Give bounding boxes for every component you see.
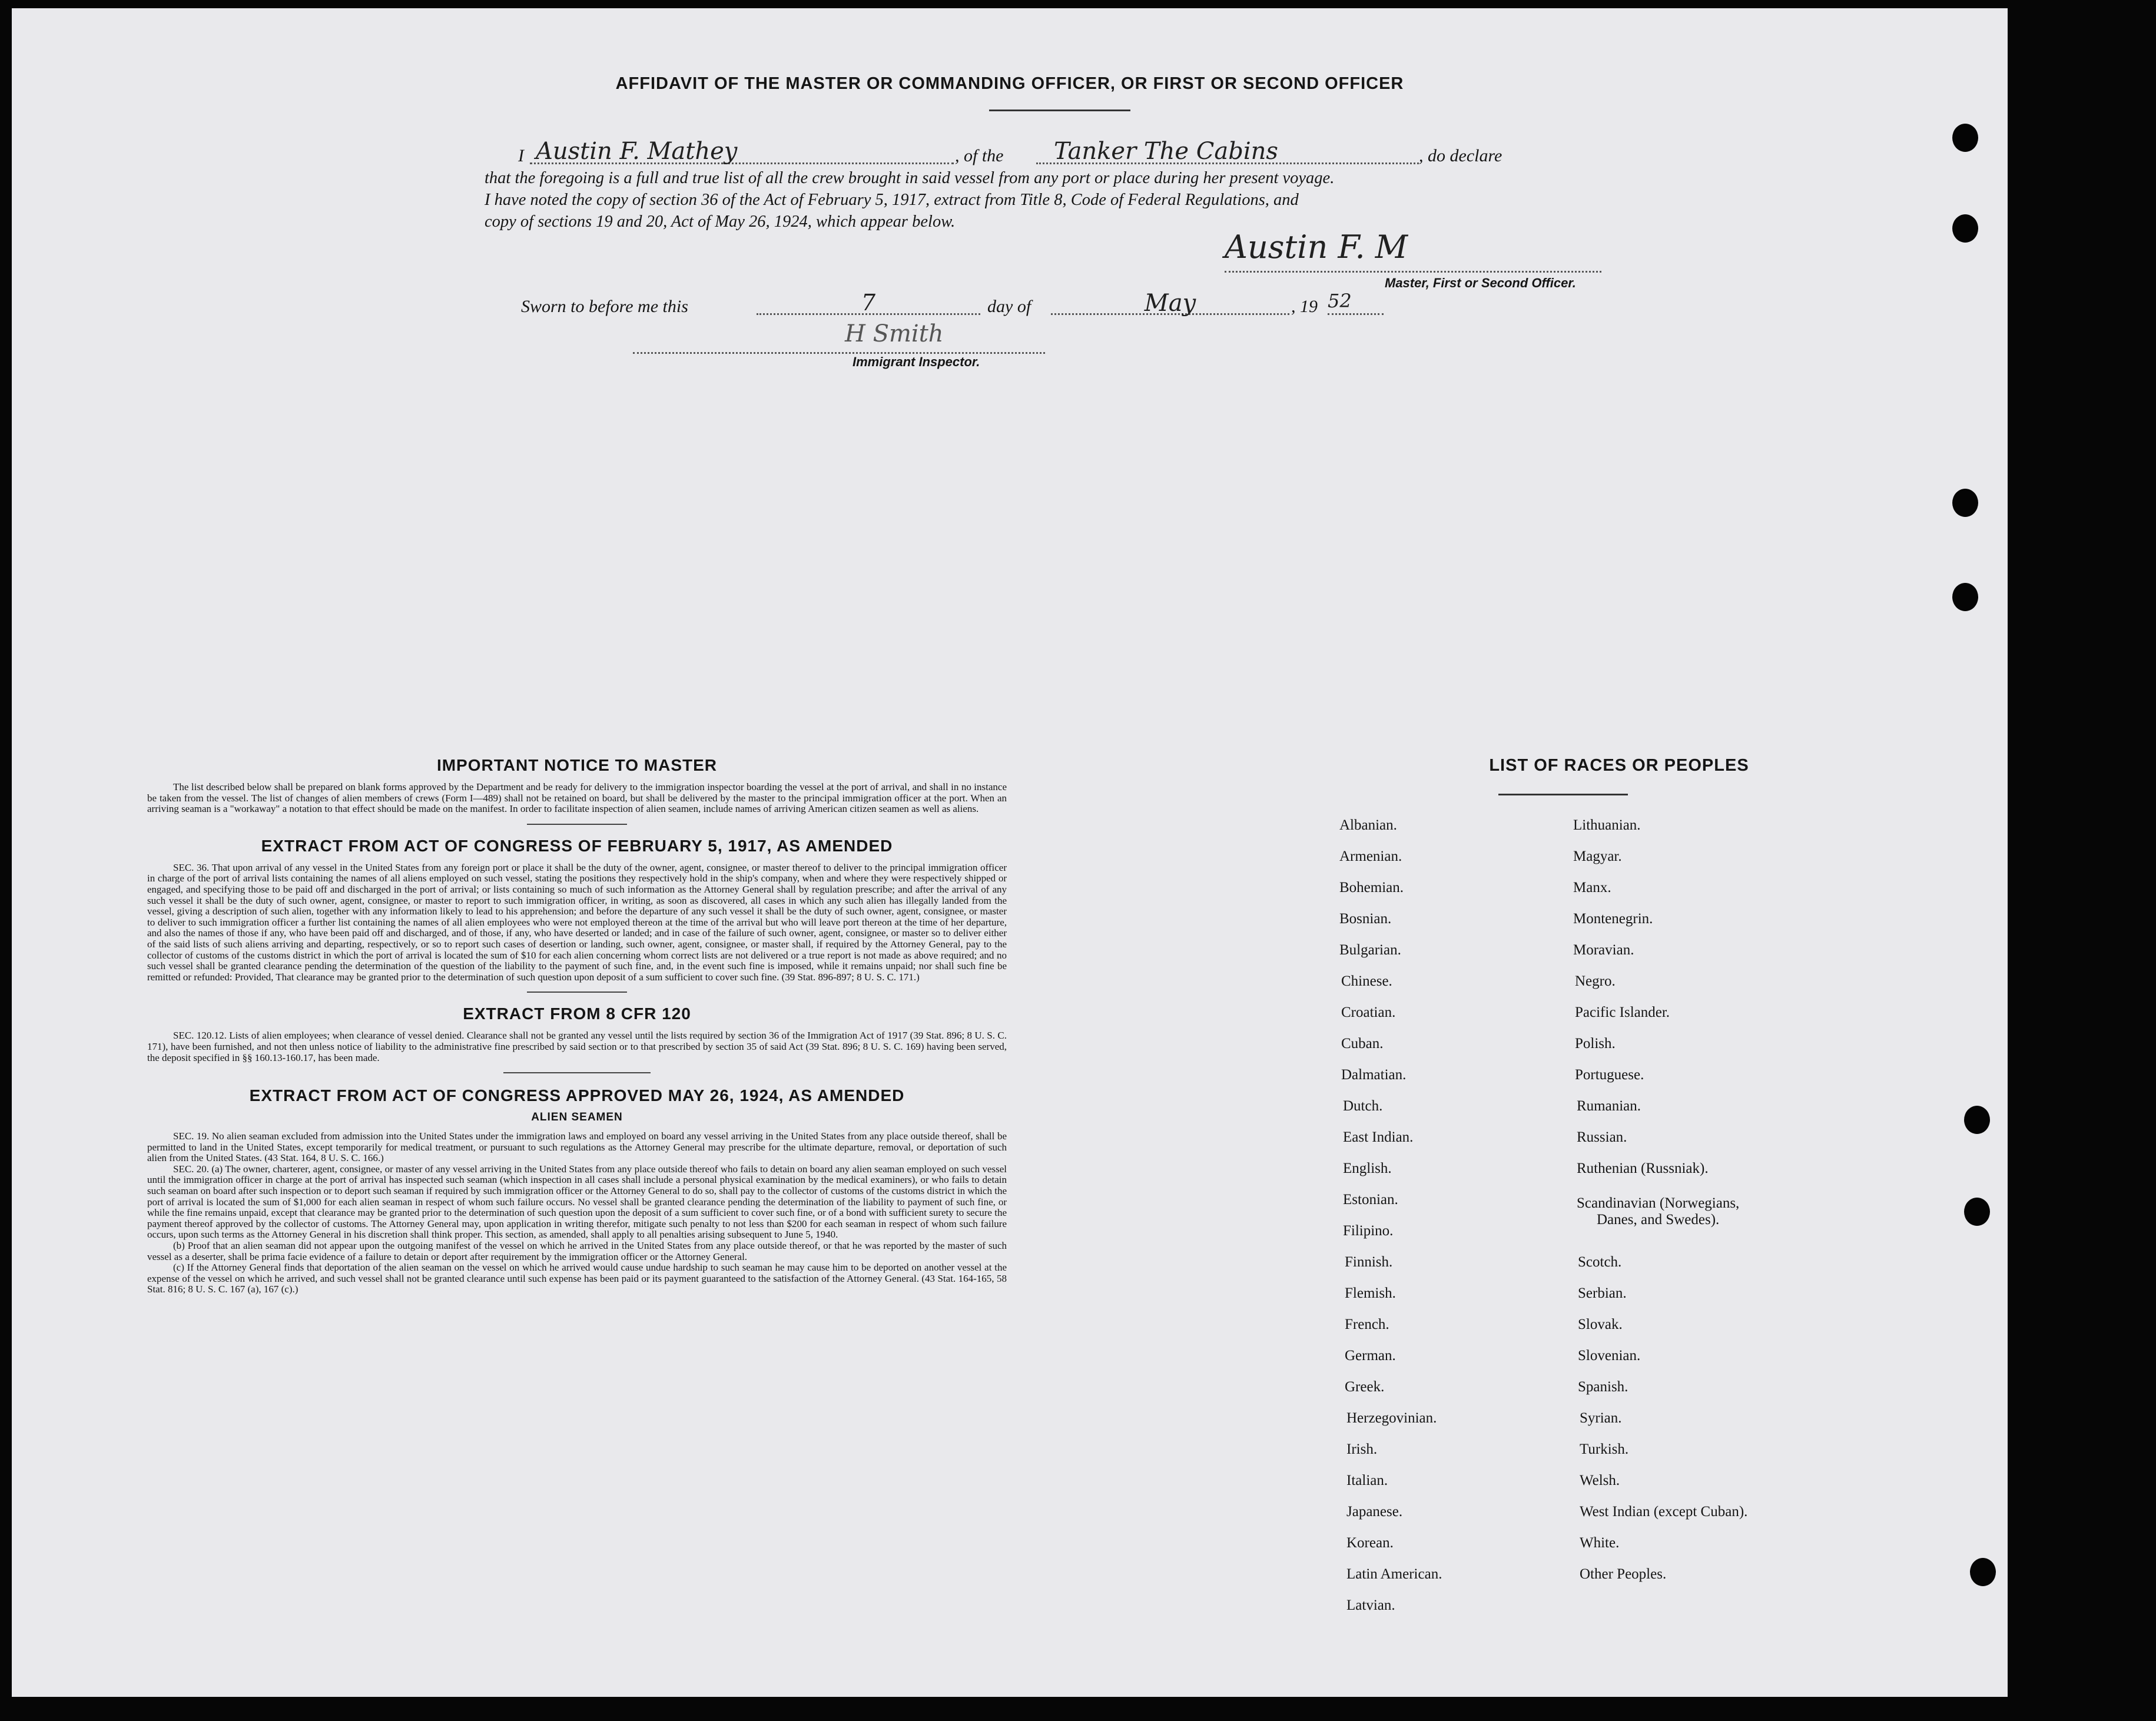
race-item: Serbian. — [1578, 1285, 1627, 1301]
divider — [1498, 794, 1628, 795]
affidavit-declaration-line — [518, 138, 1607, 167]
race-item: Dalmatian. — [1341, 1067, 1407, 1083]
extract-1924-title: EXTRACT FROM ACT OF CONGRESS APPROVED MAY 26, 1924, AS AMENDED — [249, 1086, 905, 1105]
race-item: Montenegrin. — [1573, 911, 1653, 927]
sworn-line — [521, 290, 1404, 325]
race-item: Bohemian. — [1339, 880, 1404, 896]
race-item: Polish. — [1575, 1036, 1616, 1052]
sworn-year-handwritten: 52 — [1328, 290, 1352, 312]
sworn-month-field — [1051, 290, 1289, 315]
of-the-text: , of the — [955, 146, 1004, 165]
divider — [989, 110, 1130, 111]
affidavit-title: AFFIDAVIT OF THE MASTER OR COMMANDING OFFICER, OR FIRST OR SECOND OFFICER — [615, 74, 1404, 93]
race-item: Magyar. — [1573, 848, 1622, 864]
body-line: copy of sections 19 and 20, Act of May 26, 1924, which appear below. — [485, 213, 956, 231]
race-item: English. — [1343, 1160, 1392, 1176]
sworn-day-field — [757, 290, 980, 315]
race-item: Armenian. — [1339, 848, 1402, 864]
inspector-caption: Immigrant Inspector. — [853, 354, 980, 369]
punch-hole — [1952, 583, 1978, 611]
punch-hole — [1952, 124, 1978, 152]
race-item: Cuban. — [1341, 1036, 1384, 1052]
legal-notices-column — [147, 756, 1007, 1295]
vessel-name-handwritten: Tanker The Cabins — [1054, 138, 1278, 165]
race-item: Spanish. — [1578, 1379, 1628, 1395]
punch-hole — [1970, 1558, 1996, 1586]
race-item: Latin American. — [1346, 1566, 1442, 1582]
body-line: I have noted the copy of section 36 of the Act of February 5, 1917, extract from Title 8, Code of Federal Regulations, and — [485, 191, 1299, 209]
extract-1917-paragraph: SEC. 36. That upon arrival of any vessel in the United States from any foreign port or place it shall be the duty of the owner, agent, consignee, or master thereof to deliver to the principal immigration officer in charge of the port of arrival lists containing the names of all aliens employed on such vessel, stating the positions they respectively hold in the ship's company, when and where they were respectively shipped or engaged, and specifying those to be paid off and discharged in the port of arrival; or lists containing so much of such information as the Attorney General shall by regulation prescribe; and after the arrival of any such vessel it shall be the duty of such owner, agent, consignee, or master to report to such immigration officer, in writing, as soon as discovered, all cases in which any such alien has illegally landed from the vessel, giving a description of such alien, together with any information likely to lead to his apprehension; and before the departure of any such vessel it shall be the duty of such owner, agent, consignee, or master to deliver to such immigration officer a further list containing the names of all alien employees who were not employed thereon at the time of the arrival but who will leave port thereon at the time of her departure, and also the names of those if any, who have been paid off and discharged, and of those, if any, who have deserted or landed; and in case of the failure of such owner, agent, consignee, or master so to deliver either of the said lists of such aliens arriving and departing, respectively, or so to report such cases of desertion or landing, such owner, agent, consignee, or master shall, if required by the Attorney General, pay to the collector of customs of the customs district in which the port of arrival is located the sum of $10 for each alien concerning whom correct lists are not delivered or a true report is not made as above required; and no such vessel shall be granted clearance pending the determination of the question of the liability to the payment of such fine, and, in the event such fine is imposed, while it remains unpaid; nor shall such fine be remitted or refunded: Provided, That clearance may be granted prior to the determination of such question upon deposit of a sum sufficient to cover such fine. (39 Stat. 896-897; 8 U. S. C. 171.) — [147, 861, 1007, 983]
extract-1924-paragraph: (c) If the Attorney General finds that deportation of the alien seaman on the vessel on which he arrived would cause undue hardship to such seaman he may cause him to be deported on another vessel at the expense of the vessel on which he arrived, and such vessel shall not be granted clearance until such expense has been paid or its payment guaranteed to the satisfaction of the Attorney General. (43 Stat. 164-165, 58 Stat. 816; 8 U. S. C. 167 (a), 167 (c).) — [147, 1262, 1007, 1295]
extract-1924-paragraph: (b) Proof that an alien seaman did not appear upon the outgoing manifest of the vessel on which he arrived in the United States from any place outside thereof, or that he was reported by the master of such vessel as a deserter, shall be prima facie evidence of a failure to detain or deport after requirement by the immigration officer or the Attorney General. — [147, 1240, 1007, 1262]
sworn-month-handwritten: May — [1144, 290, 1196, 317]
race-item: Korean. — [1346, 1535, 1394, 1551]
race-item: Bulgarian. — [1339, 942, 1401, 958]
races-title: LIST OF RACES OR PEOPLES — [1489, 756, 1749, 775]
race-item: Slovak. — [1578, 1317, 1623, 1332]
signer-name-handwritten: Austin F. Mathey — [536, 138, 738, 165]
race-item: Filipino. — [1343, 1223, 1394, 1239]
race-item: Syrian. — [1580, 1410, 1622, 1426]
race-item: Latvian. — [1346, 1597, 1395, 1613]
affidavit-body — [485, 167, 1627, 233]
body-line: that the foregoing is a full and true list of all the crew brought in said vessel from any port or place during her present voyage. — [485, 169, 1335, 187]
race-item: Albanian. — [1339, 817, 1397, 833]
master-signature-field — [1225, 228, 1601, 273]
signature-caption: Master, First or Second Officer. — [1385, 276, 1576, 290]
race-item: Negro. — [1575, 973, 1616, 989]
extract-1924-paragraph: SEC. 19. No alien seaman excluded from admission into the United States under the immigration laws and employed on board any vessel arriving in the United States from any place outside thereof, shall be permitted to land in the United States, except temporarily for medical treatment, or pursuant to such regulations as the Attorney General may prescribe for the ultimate departure, removal, or deportation of such alien from the United States. (43 Stat. 164, 8 U. S. C. 166.) — [147, 1130, 1007, 1164]
extract-1917-title: EXTRACT FROM ACT OF CONGRESS OF FEBRUARY 5, 1917, AS AMENDED — [261, 836, 893, 855]
race-item: Turkish. — [1580, 1441, 1629, 1457]
race-item: Chinese. — [1341, 973, 1392, 989]
race-item: Scotch. — [1578, 1254, 1622, 1270]
sworn-prefix: Sworn to before me this — [521, 297, 688, 316]
race-item: Lithuanian. — [1573, 817, 1641, 833]
race-item: Danes, and Swedes). — [1597, 1212, 1720, 1228]
punch-hole — [1964, 1198, 1990, 1226]
divider — [527, 992, 627, 993]
race-item: Finnish. — [1345, 1254, 1393, 1270]
race-item: Welsh. — [1580, 1473, 1620, 1488]
race-item: Other Peoples. — [1580, 1566, 1667, 1582]
master-signature-handwritten: Austin F. M — [1225, 228, 1408, 266]
extract-1924-paragraph: SEC. 20. (a) The owner, charterer, agent, consignee, or master of any vessel arriving in the United States from any place outside thereof who fails to detain on board any alien seaman employed on such vessel until the immigration officer in charge at the port of arrival has inspected such seaman (which inspection in all cases shall include a personal physical examination by the medical examiners), or who fails to detain such seaman on board after such inspection or to deport such seaman if required by such immigration officer or the Attorney General to do so, shall pay to the collector of customs of the customs district in which the port of arrival is located the sum of $1,000 for each alien seaman in respect of whom such failure occurs. No vessel shall be granted clearance pending the determination of the liability to payment of such fine, or while the fine remains unpaid, except that clearance may be granted prior to the determination of such question upon the deposit of a sum sufficient to cover such fine, or of a bond with sufficient surety to secure the payment thereof approved by the collector of customs. The Attorney General may, upon application in writing therefor, mitigate such penalty to not less than $200 for each seaman in respect of whom such failure occurs, upon such terms as the Attorney General in his discretion shall think proper. This section, as amended, shall apply to all penalties arising subsequent to June 5, 1940. — [147, 1163, 1007, 1241]
race-item: Herzegovinian. — [1346, 1410, 1437, 1426]
race-item: Japanese. — [1346, 1504, 1403, 1520]
race-item: White. — [1580, 1535, 1620, 1551]
race-item: Dutch. — [1343, 1098, 1383, 1114]
day-of-text: day of — [987, 297, 1031, 316]
lead-text: I — [518, 146, 524, 165]
race-item: Moravian. — [1573, 942, 1634, 958]
race-item: Flemish. — [1345, 1285, 1396, 1301]
year-prefix: , 19 — [1291, 297, 1318, 316]
extract-cfr-title: EXTRACT FROM 8 CFR 120 — [463, 1004, 691, 1023]
punch-hole — [1964, 1106, 1990, 1134]
race-item: Greek. — [1345, 1379, 1385, 1395]
race-item: Estonian. — [1343, 1192, 1398, 1208]
vessel-name-field — [1036, 138, 1419, 164]
signer-name-field — [530, 138, 954, 164]
race-item: Rumanian. — [1577, 1098, 1641, 1114]
notice-paragraph: The list described below shall be prepared on blank forms approved by the Department and be ready for delivery to the immigration inspector boarding the vessel at the port of arrival, and shall in no instance be taken from the vessel. The list of changes of alien members of crews (Form I—489) shall not be retained on board, but shall be delivered by the master to the principal immigration officer at the port. When an arriving seaman is a "workaway" a notation to that effect should be made on the manifest. In order to facilitate inspection of alien seamen, include names of arriving American citizen seamen as well as aliens. — [147, 781, 1007, 815]
race-item: Irish. — [1346, 1441, 1378, 1457]
race-item: West Indian (except Cuban). — [1580, 1504, 1748, 1520]
inspector-signature-handwritten: H Smith — [845, 320, 944, 347]
sworn-day-handwritten: 7 — [861, 290, 876, 316]
race-item: Ruthenian (Russniak). — [1577, 1160, 1709, 1176]
punch-hole — [1952, 489, 1978, 517]
divider — [527, 824, 627, 825]
race-item: Manx. — [1573, 880, 1611, 896]
race-item: East Indian. — [1343, 1129, 1414, 1145]
race-item: Pacific Islander. — [1575, 1004, 1670, 1020]
notice-title: IMPORTANT NOTICE TO MASTER — [436, 756, 718, 774]
declare-text: , do declare — [1419, 146, 1502, 165]
race-item: Italian. — [1346, 1473, 1388, 1488]
race-item: German. — [1345, 1348, 1396, 1364]
sworn-year-field — [1328, 290, 1384, 315]
race-item: Portuguese. — [1575, 1067, 1644, 1083]
race-item: Russian. — [1577, 1129, 1627, 1145]
inspector-signature-field — [633, 320, 1045, 354]
divider — [503, 1072, 651, 1073]
extract-1924-subtitle: ALIEN SEAMEN — [531, 1111, 623, 1124]
race-item: Slovenian. — [1578, 1348, 1641, 1364]
race-item: French. — [1345, 1317, 1389, 1332]
race-item: Bosnian. — [1339, 911, 1392, 927]
punch-hole — [1952, 214, 1978, 243]
extract-cfr-paragraph: SEC. 120.12. Lists of alien employees; when clearance of vessel denied. Clearance shall not be granted any vessel until the lists required by section 36 of the Immigration Act of 1917 (39 Stat. 896; 8 U. S. C. 171), have been furnished, and not then unless notice of liability to the administrative fine prescribed by said section or to that prescribed by section 35 of said Act (39 Stat. 896; 8 U. S. C. 169) having been served, the deposit specified in §§ 160.13-160.17, has been made. — [147, 1030, 1007, 1063]
race-item: Scandinavian (Norwegians, — [1577, 1195, 1740, 1211]
document-page — [12, 8, 2008, 1697]
race-item: Croatian. — [1341, 1004, 1396, 1020]
